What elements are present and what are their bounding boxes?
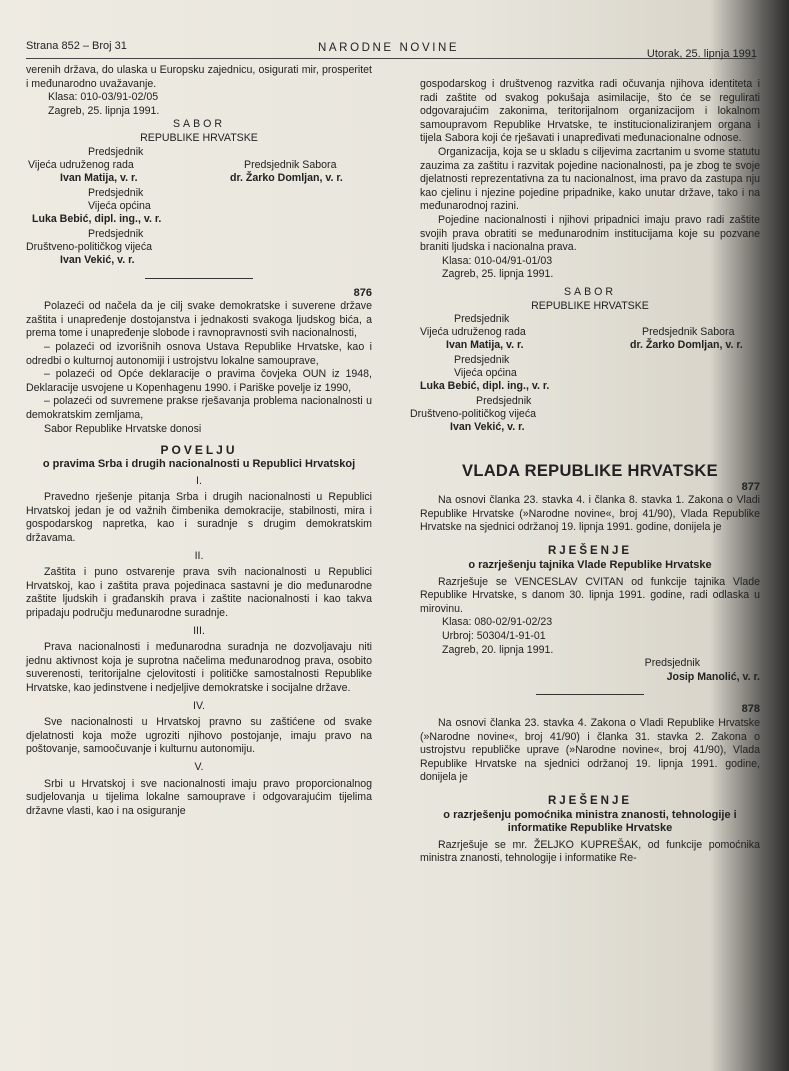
signer-name: Ivan Vekić, v. r. <box>450 421 525 434</box>
republic-heading: REPUBLIKE HRVATSKE <box>531 299 649 312</box>
signer-name: Ivan Matija, v. r. <box>446 339 524 352</box>
signer-title: Predsjednik <box>88 186 144 199</box>
signer-body: Društveno-političkog vijeća <box>410 408 537 421</box>
article-number: III. <box>193 624 205 637</box>
preamble-bullet: – polazeći od Opće deklaracije o pravima čovjeka OUN iz 1948, Deklaracije usvojene u Kopenhagenu 1990. i Pariške povelje iz 1990, <box>26 368 372 394</box>
page-header <box>26 38 759 60</box>
president-title: Predsjednik <box>644 657 700 670</box>
signer-title: Predsjednik <box>88 145 144 158</box>
enactment-line: Sabor Republike Hrvatske donosi <box>44 422 202 435</box>
article-text: Zaštita i puno ostvarenje prava svih nacionalnosti u Republici Hrvatskoj, kao i zaštita prava pojedinaca sastavni je dio međunarodne zaštite ljudskih i građanskih prava i zaštite nacionalnosti i kao takva pripadaju području međunarodne suradnje. <box>26 566 372 620</box>
sabor-heading: SABOR <box>172 118 226 131</box>
article-text: Srbi u Hrvatskoj i sve nacionalnosti imaju pravo proporcionalnog sudjelovanja u tijelima lokalne samouprave i odgovarajućim tijelima državne vlasti, kao i na osiguranje <box>26 777 372 817</box>
article-number: II. <box>194 549 204 562</box>
preamble-bullet: – polazeći od suvremene prakse rješavanja problema nacionalnosti u demokratskim zemljama, <box>26 395 372 421</box>
continued-text: gospodarskog i društvenog razvitka radi očuvanja njihova identiteta i radi zaštite od svakog pokušaja asimilacije, što će se regulirati odgovarajućim zakonima, teritorijalnom organizacijom i lokalnom samoupravom Republike Hrvatske, te institucionaliziranjem organa i tijela Sabora koji će rješavati i unapređivati međunacionalne odnose. <box>420 78 760 145</box>
body-paragraph: Organizacija, koja se u skladu s ciljevima zacrtanim u svome statutu zauzima za zaštitu i razvitak pojedine nacionalnosti, pa je zbog te svoje djelatnosti reprezentativna za tu nacionalnost, ima pravo da zastupa nju kao cjelinu i njezine pojedine pripadnike, kako unutar države, tako i na međunarodnoj razini. <box>420 145 760 213</box>
publication-title: NARODNE NOVINE <box>318 42 460 54</box>
signer-body: Vijeća općina <box>88 199 151 212</box>
decision-title: o razrješenju tajnika Vlade Republike Hrvatske <box>468 558 712 571</box>
right-column <box>410 78 760 866</box>
article-text: Prava nacionalnosti i međunarodna suradnja ne dozvoljavaju niti jednu aktivnost koja je suprotna načelima međunarodnog prava, osobito suverenosti, teritorijalne cjelovitosti i političke samostalnosti Republike Hrvatske, kao jedinstvene i nedjeljive demokratske i socijalne države. <box>26 641 372 694</box>
president-name: Josip Manolić, v. r. <box>666 670 760 683</box>
article-number: V. <box>194 760 204 773</box>
charter-heading: POVELJU <box>160 443 238 458</box>
signer-name: dr. Žarko Domljan, v. r. <box>230 171 343 184</box>
klasa-line: Klasa: 080-02/91-02/23 <box>442 616 553 629</box>
charter-title: o pravima Srba i drugih nacionalnosti u Republici Hrvatskoj <box>42 457 356 470</box>
document-number: 876 <box>353 286 372 299</box>
date-line: Zagreb, 20. lipnja 1991. <box>442 643 554 656</box>
document-number: 877 <box>741 480 760 493</box>
signer-title: Predsjednik Sabora <box>244 158 337 171</box>
left-column <box>26 64 372 818</box>
section-divider <box>145 278 253 279</box>
decision-text: Razrješuje se mr. ŽELJKO KUPREŠAK, od funkcije pomoćnika ministra znanosti, tehnologije i informatike Re- <box>420 838 760 865</box>
article-text: Pravedno rješenje pitanja Srba i drugih nacionalnosti u Republici Hrvatskoj jedan je od važnih čimbenika demokracije, stabilnosti, mira i gospodarskog napretka, kao i suradnje s drugim demokratskim državama. <box>26 491 372 545</box>
signer-title: Predsjednik <box>88 227 144 240</box>
article-text: Sve nacionalnosti u Hrvatskoj pravno su zaštićene od svake djelatnosti koja može ugroziti njihovo postojanje, imaju pravo na poštovanje, samoočuvanje i kulturnu autonomiju. <box>26 716 372 756</box>
signer-body: Društveno-političkog vijeća <box>26 240 153 253</box>
sabor-heading: SABOR <box>563 285 617 298</box>
signer-name: Ivan Vekić, v. r. <box>60 253 135 266</box>
urbroj-line: Urbroj: 50304/1-91-01 <box>442 630 546 643</box>
decision-intro: Na osnovi članka 23. stavka 4. i članka 8. stavka 1. Zakona o Vladi Republike Hrvatske (»Narodne novine«, broj 41/90), Vlada Republike Hrvatske na sjednici održanoj 19. lipnja 1991. godine, donijela je <box>420 494 760 534</box>
signer-name: dr. Žarko Domljan, v. r. <box>630 339 743 352</box>
article-number: IV. <box>193 699 205 712</box>
article-number: I. <box>196 474 202 487</box>
date-line: Zagreb, 25. lipnja 1991. <box>48 104 160 117</box>
signer-body: Vijeća općina <box>454 367 517 380</box>
decision-intro: Na osnovi članka 23. stavka 4. Zakona o Vladi Republike Hrvatske (»Narodne novine«, broj 41/90) i članka 31. stavka 2. Zakona o ustrojstvu republičke uprave (»Narodne novine«, broj 41/90), Vlada Republike Hrvatske na sjednici održanoj 19. lipnja 1991. godine, donijela je <box>420 717 760 784</box>
klasa-line: Klasa: 010-03/91-02/05 <box>48 91 159 104</box>
signer-name: Luka Bebić, dipl. ing., v. r. <box>420 380 550 393</box>
document-number: 878 <box>741 703 760 716</box>
signatures-block <box>26 146 372 268</box>
continued-text: verenih država, do ulaska u Europsku zajednicu, osigurati mir, prosperitet i međunarodno uvažavanje. <box>26 64 372 90</box>
body-paragraph: Pojedine nacionalnosti i njihovi pripadnici imaju pravo radi zaštite svojih prava obratiti se međunarodnim institucijama koje su pozvane braniti ljudska i nacionalna prava. <box>420 213 760 254</box>
decision-title: o razrješenju pomoćnika ministra znanosti, tehnologije i informatike Republike Hrvatske <box>443 808 737 834</box>
signer-body: Vijeća udruženog rada <box>420 326 526 339</box>
decision-text: Razrješuje se VENCESLAV CVITAN od funkcije tajnika Vlade Republike Hrvatske, s danom 30. lipnja 1991. godine, radi odlaska u mirovinu. <box>420 575 760 615</box>
signer-title: Predsjednik <box>454 313 510 326</box>
preamble-bullet: – polazeći od izvorišnih osnova Ustava Republike Hrvatske, kao i odredbi o kulturnoj autonomiji i ustrojstvu lokalne samouprave, <box>26 340 372 367</box>
government-heading: VLADA REPUBLIKE HRVATSKE <box>462 462 718 481</box>
preamble-text: Polazeći od načela da je cilj svake demokratske i suverene države zaštita i unapređenje dostojanstva i jednakosti svakoga ljudskog bića, a prema tome i unapređenje slobode i ravnopravnosti svih nacionalnosti, <box>26 300 372 340</box>
decision-heading: RJEŠENJE <box>547 794 633 807</box>
header-rule <box>26 58 755 59</box>
decision-heading: RJEŠENJE <box>547 545 633 558</box>
klasa-line: Klasa: 010-04/91-01/03 <box>442 254 553 267</box>
signer-name: Ivan Matija, v. r. <box>60 171 138 184</box>
signer-title: Predsjednik <box>476 395 532 408</box>
section-divider <box>536 694 644 695</box>
republic-heading: REPUBLIKE HRVATSKE <box>140 131 258 144</box>
issue-date: Utorak, 25. lipnja 1991 <box>646 48 757 60</box>
signer-title: Predsjednik <box>454 354 510 367</box>
signatures-block <box>410 313 760 441</box>
signer-title: Predsjednik Sabora <box>642 326 735 339</box>
signer-name: Luka Bebić, dipl. ing., v. r. <box>32 212 162 225</box>
signer-body: Vijeća udruženog rada <box>28 158 134 171</box>
date-line: Zagreb, 25. lipnja 1991. <box>442 268 554 281</box>
page-number-label: Strana 852 – Broj 31 <box>26 40 127 52</box>
